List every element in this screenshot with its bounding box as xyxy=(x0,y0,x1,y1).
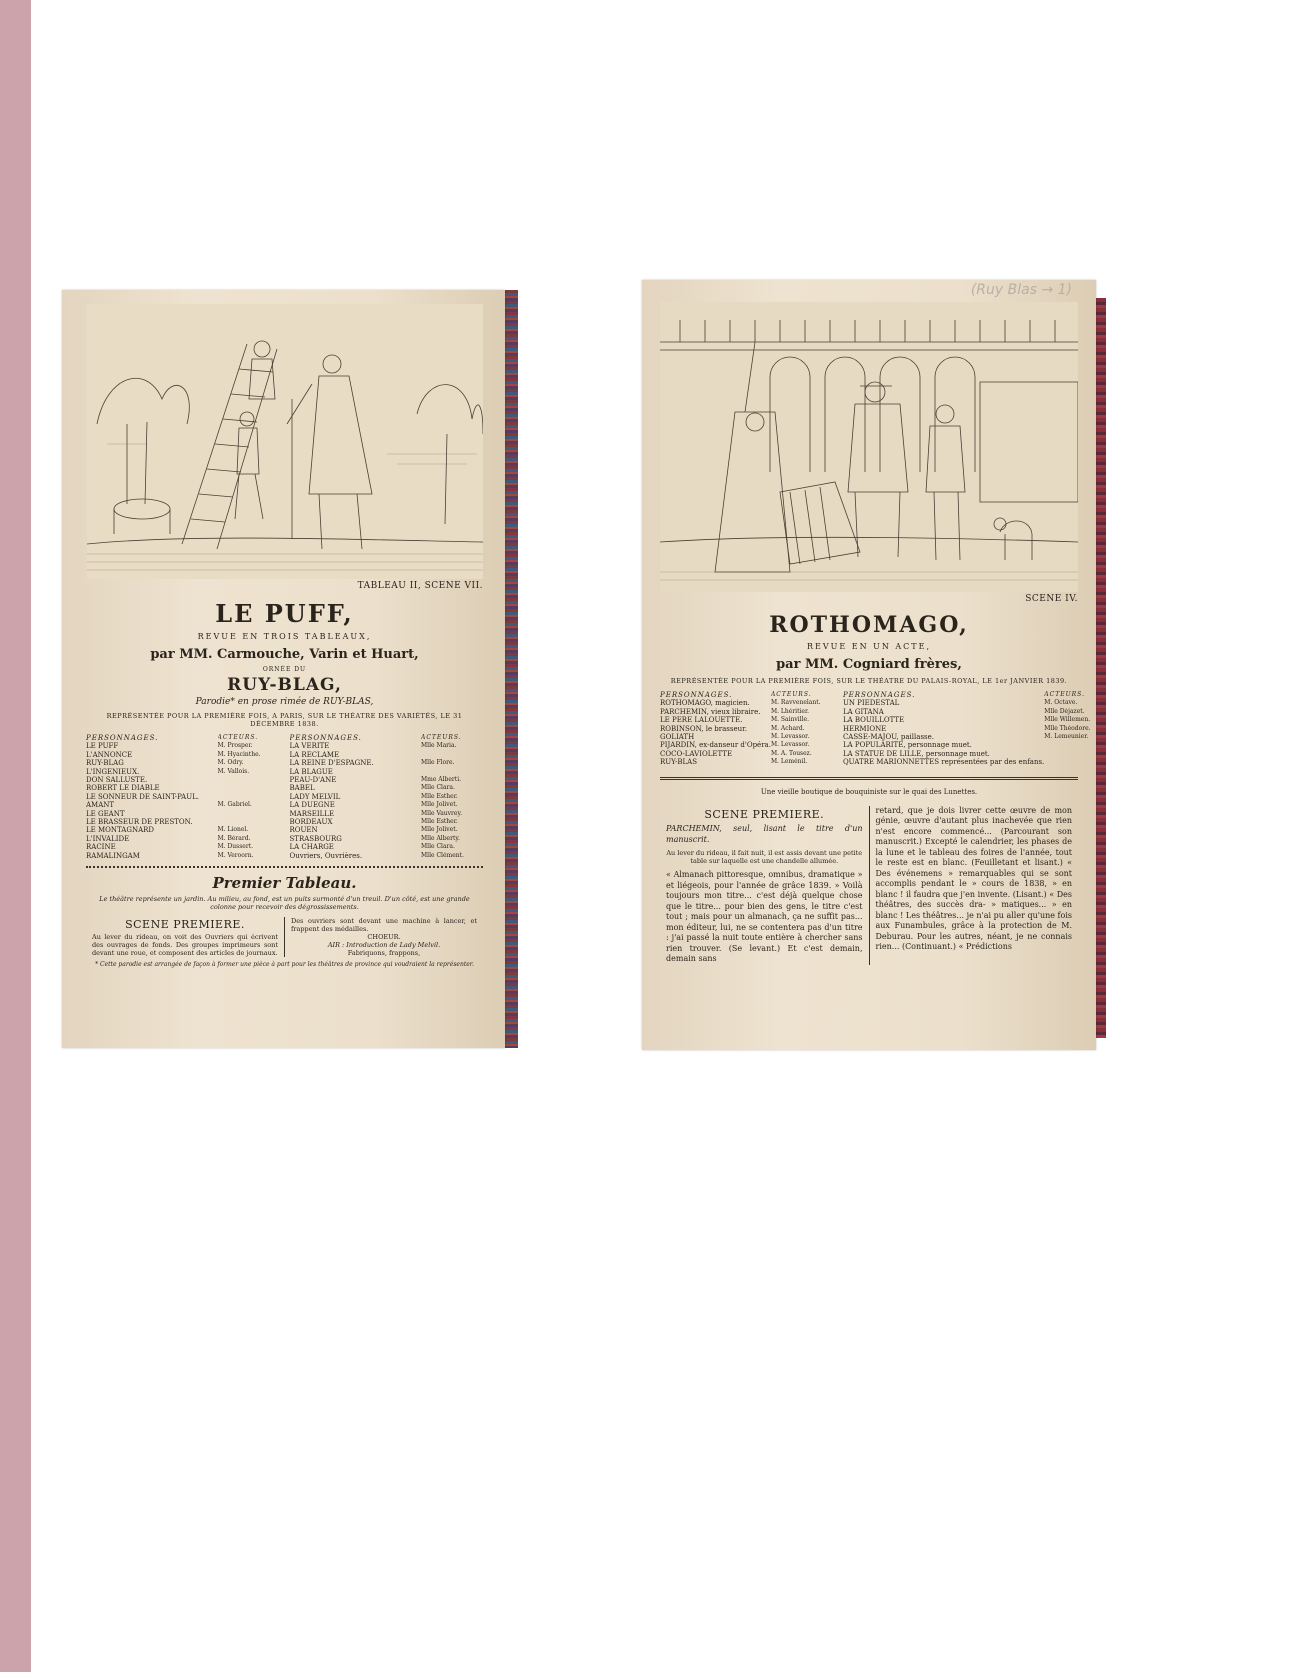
cast-row xyxy=(660,699,833,707)
actor-name: Mme Alberti. xyxy=(421,776,462,784)
actor-name: Mlle Maria. xyxy=(421,742,457,750)
scene-text-col1: « Almanach pittoresque, omnibus, dramatique » et liégeois, pour l'année de grâce 1839. » Voilà toujours mon titre... c'est déjà quelque chose que le titre... pour bien des gens, le titre c'est tout ; mais pour un almanach, ça ne suffit pas... mon éditeur, lui, ne se contentera pas d'un titre : j'ai passé la nuit toute entière à chercher sans rien trouver. (Se levant.) Et c'est demain, demain sans xyxy=(666,870,863,964)
character-name: STRASBOURG xyxy=(289,834,342,843)
cast-row xyxy=(290,793,484,801)
scene-text-col2: Des ouvriers sont devant une machine à lancer, et frappent des médailles. xyxy=(291,917,477,934)
left-book-marbled-edge xyxy=(505,290,518,1048)
character-name: LA CHARGE xyxy=(289,843,334,852)
cast-row xyxy=(660,750,833,758)
actor-name xyxy=(1044,758,1096,766)
actor-name xyxy=(1044,750,1096,758)
cast-row xyxy=(86,818,280,826)
scene-body xyxy=(660,806,1078,965)
actor-name xyxy=(218,810,280,818)
character-name: Ouvriers, Ouvrières. xyxy=(289,851,363,860)
cast-row xyxy=(290,818,484,826)
cast-row xyxy=(86,810,280,818)
character-name: LE PUFF xyxy=(86,742,119,751)
character-name: BORDEAUX xyxy=(289,818,333,827)
actor-name: M. Gabriel. xyxy=(217,801,252,809)
actor-name: Mlle Flore. xyxy=(421,759,455,767)
play-subtitle: REVUE EN TROIS TABLEAUX, xyxy=(197,632,372,641)
cast-row xyxy=(843,750,1096,758)
cast-row xyxy=(86,793,280,801)
actor-name: M. Levassor. xyxy=(770,733,810,741)
character-name: LE SONNEUR DE SAINT-PAUL. xyxy=(86,792,199,801)
scene-subtitle: PARCHEMIN, seul, lisant le titre d'un manuscrit. xyxy=(666,824,863,844)
acteurs-header: ACTEURS. xyxy=(421,734,462,741)
play-title: ROTHOMAGO, xyxy=(769,612,969,638)
actor-name: M. Lhéritier. xyxy=(770,707,810,715)
character-name: LE GÉANT xyxy=(86,809,125,818)
character-name: LA POPULARITÉ, personnage muet. xyxy=(842,741,972,750)
actor-name xyxy=(218,818,280,826)
actor-name: M. Octave. xyxy=(1044,699,1078,707)
cast-row xyxy=(843,699,1096,707)
cast-row xyxy=(86,759,280,767)
acteurs-header: ACTEURS. xyxy=(217,734,259,741)
actor-name: M. Leménil. xyxy=(770,758,808,766)
tableau-description: Le théâtre représente un jardin. Au milieu, au fond, est un puits surmonté d'un treuil. D'un côté, est une grande colonne pour recevoir des dégrossissements. xyxy=(99,895,470,912)
character-name: ROBERT LE DIABLE xyxy=(86,784,160,793)
air-label: AIR : Introduction de Lady Melvil. xyxy=(327,941,441,950)
parodie-note: Parodie* en prose rimée de RUY-BLAS, xyxy=(195,697,374,707)
character-name: LA BOUILLOTTE xyxy=(842,716,905,725)
cast-column-left xyxy=(660,691,833,767)
premiere-line: REPRÉSENTÉE POUR LA PREMIÈRE FOIS, SUR LE THÉATRE DU PALAIS-ROYAL, LE 1er JANVIER 1839. xyxy=(670,677,1068,685)
character-name: GOLIATH xyxy=(660,733,695,742)
character-name: MARSEILLE xyxy=(289,809,335,818)
actor-name: Mlle Clara. xyxy=(421,784,455,792)
cast-row xyxy=(290,852,484,860)
character-name: ROBINSON, le brasseur. xyxy=(660,724,747,733)
ruy-blag-title: RUY-BLAG, xyxy=(227,675,342,695)
character-name: L'INVALIDE xyxy=(86,834,130,843)
footnote: * Cette parodie est arrangée de façon à former une pièce à part pour les théâtres de province qui voudraient la représenter. xyxy=(95,961,474,969)
actor-name: Mlle Jolivet. xyxy=(421,801,458,809)
cast-row xyxy=(843,708,1096,716)
cast-row xyxy=(843,716,1096,724)
cast-row xyxy=(86,776,280,784)
cast-row xyxy=(290,784,484,792)
actor-name: M. Prosper. xyxy=(217,742,253,750)
pencil-annotation: (Ruy Blas → 1) xyxy=(970,282,1072,298)
cast-row xyxy=(86,852,280,860)
scene-text-col1: Au lever du rideau, on voit des Ouvriers qui écrivent des ouvrages de fonds. Des groupes imprimeurs sont devant une roue, et composent des articles de journaux. xyxy=(92,933,278,958)
character-name: HERMIONE xyxy=(842,724,887,733)
cast-column-right xyxy=(843,691,1096,767)
character-name: LA DUÈGNE xyxy=(289,801,335,810)
character-name: QUATRE MARIONNETTES représentées par des enfans. xyxy=(842,758,1045,767)
cast-row xyxy=(290,843,484,851)
cast-row xyxy=(86,801,280,809)
illustration-caption: TABLEAU II, SCENE VII. xyxy=(357,581,483,591)
cast-row xyxy=(843,758,1096,766)
character-name: RUY-BLAG xyxy=(86,759,124,768)
actor-name: M. Sainville. xyxy=(770,716,809,724)
actor-name: Mlle Théodore. xyxy=(1044,724,1091,732)
cast-list xyxy=(86,734,483,860)
scene-body xyxy=(86,917,483,957)
play-title: LE PUFF, xyxy=(215,599,354,628)
actor-name: Mlle Alberty. xyxy=(421,834,460,842)
illustration-caption: SCENE IV. xyxy=(1025,594,1078,604)
side-stripe xyxy=(0,0,31,1672)
cast-row xyxy=(843,733,1096,741)
right-book-page xyxy=(642,280,1096,1050)
play-authors: par MM. Carmouche, Varin et Huart, xyxy=(150,647,419,662)
actor-name: Mlle Déjazet. xyxy=(1044,707,1085,715)
actor-name: M. Lionel. xyxy=(217,826,249,834)
cast-row xyxy=(290,776,484,784)
character-name: LADY MELVIL xyxy=(289,792,341,801)
cast-row xyxy=(86,826,280,834)
cast-row xyxy=(660,716,833,724)
premiere-line: REPRÉSENTÉE POUR LA PREMIÈRE FOIS, A PARIS, SUR LE THÉATRE DES VARIÉTÉS, LE 31 DÉCEMBRE 1838. xyxy=(106,712,463,728)
character-name: DON SALLUSTE. xyxy=(86,776,148,785)
cast-row xyxy=(290,768,484,776)
cast-row xyxy=(660,725,833,733)
cast-row xyxy=(290,835,484,843)
divider xyxy=(86,866,483,868)
actor-name xyxy=(218,793,280,801)
actor-name: M. Veroorn. xyxy=(217,851,254,859)
actor-name: M. Achard. xyxy=(770,724,805,732)
actor-name: Mlle Vauvrey. xyxy=(421,809,462,817)
character-name: CASSE-MAJOU, paillasse. xyxy=(842,733,934,742)
character-name: PARCHEMIN, vieux libraire. xyxy=(660,707,761,716)
character-name: LA REINE D'ESPAGNE. xyxy=(289,759,374,768)
actor-name xyxy=(421,768,483,776)
character-name: RACINE xyxy=(86,843,116,852)
rothomago-illustration xyxy=(660,302,1078,592)
cast-column-right xyxy=(290,734,484,860)
actor-name: Mlle Jolivet. xyxy=(421,826,458,834)
play-authors: par MM. Cogniard frères, xyxy=(776,657,962,672)
character-name: AMANT xyxy=(86,801,115,810)
character-name: PEAU-D'ANE xyxy=(289,776,337,785)
setting-description: Une vieille boutique de bouquiniste sur le quai des Lunettes. xyxy=(760,787,978,796)
scene-text-col2: retard, que je dois livrer cette œuvre de mon génie, œuvre d'autant plus inachevée que rien n'est encore commencé... (Parcourant son manuscrit.) Excepté le calendrier, les phases de la lune et le tableau des foires de l'année, tout le reste est en blanc. (Feuilletant et lisant.) « Des événemens » remarquables qui se sont accomplis pendant le » cours de 1838, » en blanc ! il faudra que j'en invente. (Lisant.) « Des théâtres, des succès dra- » matiques... » en blanc ! Les théâtres... je n'ai pu aller qu'une fois aux Funambules, grâce à la protection de M. Deburau. Pour les autres, néant, je ne connais rien... (Continuant.) « Prédictions xyxy=(875,805,1072,952)
actor-name xyxy=(421,751,483,759)
actor-name: Mlle Willemen. xyxy=(1044,716,1091,724)
cast-row xyxy=(290,751,484,759)
actor-name: Mlle Clément. xyxy=(421,851,464,859)
cast-list xyxy=(660,691,1091,767)
actor-name: M. Levassor. xyxy=(770,741,810,749)
character-name: LE PÈRE LALOUETTE. xyxy=(660,716,743,725)
cast-row xyxy=(843,741,1096,749)
personnages-header: PERSONNAGES. xyxy=(86,734,159,742)
acteurs-header: ACTEURS. xyxy=(1044,691,1085,698)
cast-row xyxy=(86,751,280,759)
actor-name: M. A. Tousez. xyxy=(770,749,812,757)
character-name: L'INGÉNIEUX. xyxy=(86,767,140,776)
divider xyxy=(660,777,1078,780)
actor-name: M. Ravvenelant. xyxy=(770,699,821,707)
character-name: PIJARDIN, ex-danseur d'Opéra. xyxy=(660,741,771,750)
stage-direction: Au lever du rideau, il fait nuit, il est assis devant une petite table sur laquelle est une chandelle allumée. xyxy=(666,849,863,866)
cast-row xyxy=(86,768,280,776)
ornee-label: ORNÉE DU xyxy=(262,666,307,673)
character-name: L'ANNONCE xyxy=(86,750,133,759)
actor-name: M. Vallois. xyxy=(217,767,250,775)
actor-name: Mlle Esther. xyxy=(421,792,458,800)
cast-row xyxy=(660,741,833,749)
tableau-heading: Premier Tableau. xyxy=(212,874,357,893)
actor-name: Mlle Esther. xyxy=(421,818,458,826)
actor-name: M. Dussert. xyxy=(217,843,254,851)
character-name: RAMALINGAM xyxy=(86,851,140,860)
character-name: RUY-BLAS xyxy=(660,758,698,767)
cast-row xyxy=(290,810,484,818)
character-name: LE MONTAGNARD xyxy=(86,826,155,835)
cast-row xyxy=(660,708,833,716)
personnages-header: PERSONNAGES. xyxy=(660,691,733,699)
character-name: COCO-LAVIOLETTE xyxy=(660,749,733,758)
cast-row xyxy=(660,758,833,766)
right-book-edge xyxy=(1096,298,1106,1038)
cast-column-left xyxy=(86,734,280,860)
le-puff-illustration xyxy=(87,304,483,579)
actor-name: M. Hyacinthe. xyxy=(217,750,261,758)
character-name: LA RÉCLAME xyxy=(289,750,340,759)
character-name: LE BRASSEUR DE PRESTON. xyxy=(86,818,193,827)
cast-row xyxy=(290,826,484,834)
actor-name xyxy=(218,784,280,792)
personnages-header: PERSONNAGES. xyxy=(842,691,916,699)
actor-name xyxy=(218,776,280,784)
verse-line: Fabriquons, frappons, xyxy=(347,949,421,958)
acteurs-header: ACTEURS. xyxy=(770,691,812,698)
cast-row xyxy=(86,843,280,851)
character-name: LA GITANA xyxy=(842,707,884,716)
cast-row xyxy=(86,742,280,750)
actor-name: M. Lemeunier. xyxy=(1044,733,1089,741)
play-subtitle: REVUE EN UN ACTE, xyxy=(806,642,932,651)
cast-row xyxy=(290,759,484,767)
left-book-page xyxy=(62,290,505,1048)
actor-name: Mlle Clara. xyxy=(421,843,455,851)
character-name: UN PIÉDESTAL xyxy=(842,699,900,708)
character-name: LA VÉRITÉ xyxy=(289,742,330,751)
character-name: ROTHOMAGO, magicien. xyxy=(660,699,750,708)
character-name: LA BLAGUE xyxy=(289,767,333,776)
character-name: ROUEN xyxy=(289,826,318,835)
scene-title: SCENE PREMIERE. xyxy=(704,807,825,821)
actor-name: M. Bérard. xyxy=(217,834,251,842)
scene-title: SCENE PREMIERE. xyxy=(125,918,245,932)
choeur-label: CHOEUR. xyxy=(367,933,401,942)
actor-name xyxy=(1044,741,1096,749)
actor-name: M. Odry. xyxy=(217,759,244,767)
character-name: BABEL xyxy=(289,784,315,793)
personnages-header: PERSONNAGES. xyxy=(289,734,362,742)
cast-row xyxy=(843,725,1096,733)
cast-row xyxy=(290,801,484,809)
cast-row xyxy=(86,835,280,843)
character-name: LA STATUE DE LILLE, personnage muet. xyxy=(842,749,990,758)
cast-row xyxy=(290,742,484,750)
cast-row xyxy=(86,784,280,792)
cast-row xyxy=(660,733,833,741)
